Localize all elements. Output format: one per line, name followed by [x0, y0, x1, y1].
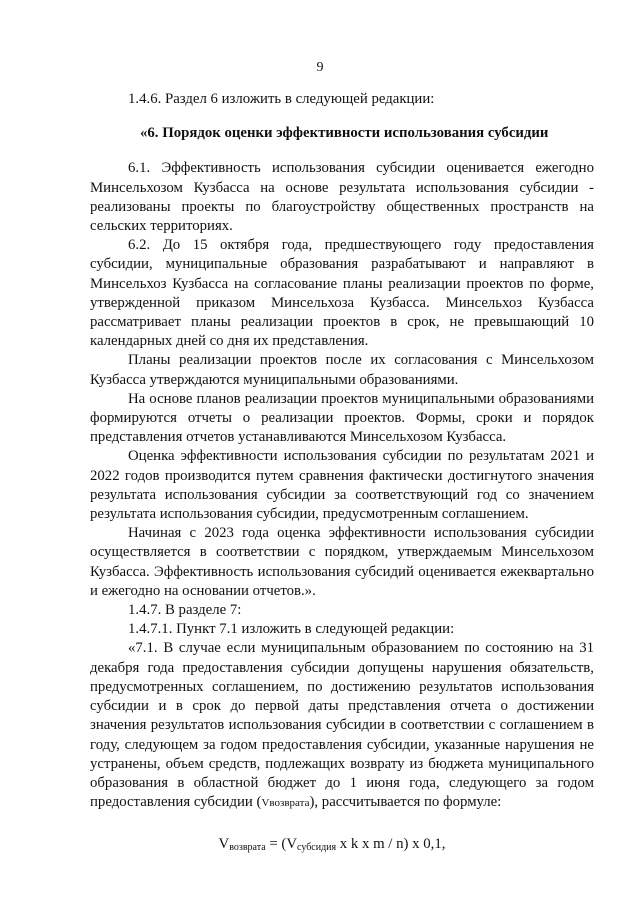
paragraph-evaluation-2021-2022: Оценка эффективности использования субсидии по результатам 2021 и 2022 годов производится путем сравнения фактически достигнутого значения результата использования субсидии за соответствующий год со значением результата использования субсидии, предусмотренным соглашением.	[90, 448, 594, 523]
paragraph-reports: На основе планов реализации проектов муниципальными образованиями формируются отчеты о реализации проектов. Формы, сроки и порядок представления отчетов устанавливаются Минсельхозом Кузбасса.	[90, 390, 594, 446]
paragraph-evaluation-2023: Начиная с 2023 года оценка эффективности использования субсидии осуществляется в соответствии с порядком, утверждаемым Минсельхозом Кузбасса. Эффективность использования субсидий оценивается ежеквартально и ежегодно на основании отчетов.».	[90, 525, 594, 599]
paragraph-1-4-7-1: 1.4.7.1. Пункт 7.1 изложить в следующей редакции:	[128, 621, 455, 638]
paragraph-6-2: 6.2. До 15 октября года, предшествующего году предоставления субсидии, муниципальные образования разрабатывают и направляют в Минсельхоз Кузбасса на согласование планы реализации проектов по форме, утвержденной приказом Минсельхоза Кузбасса. Минсельхоз Кузбасса рассматривает планы реализации проектов в срок, не превышающий 10 календарных дней со дня их представления.	[90, 237, 594, 350]
paragraph-7-1-variable: Vвозврата	[261, 797, 310, 810]
paragraph-plans-approval: Планы реализации проектов после их согласования с Минсельхозом Кузбасса утверждаются муниципальными образованиями.	[90, 352, 594, 388]
formula-eq-open: = (V	[265, 836, 298, 853]
formula-subsidy-subscript: субсидия	[297, 842, 337, 854]
formula-v-subscript: возврата	[229, 842, 266, 854]
document-body	[90, 90, 594, 855]
refund-formula	[90, 835, 594, 854]
page-number: 9	[316, 60, 324, 75]
paragraph-7-1-end: ), рассчитывается по формуле:	[309, 794, 502, 811]
section-intro: 1.4.6. Раздел 6 изложить в следующей редакции:	[128, 91, 435, 107]
formula-v: V	[218, 836, 230, 853]
paragraph-7-1	[90, 639, 594, 813]
paragraph-7-1-text: «7.1. В случае если муниципальным образованием по состоянию на 31 декабря года предоставления субсидии допущены нарушения обязательств, предусмотренных соглашением, по достижению результатов использования субсидии и в срок до первой даты представления отчета о достижении значения результатов использования субсидии в соответствии с соглашением в году, следующем за годом предоставления субсидии, указанные нарушения не устранены, объем средств, подлежащих возврату из бюджета муниципального образования в областной бюджет до 1 июня года, следующего за годом предоставления субсидии (	[90, 640, 594, 811]
formula-rest: x k x m / n) x 0,1,	[336, 836, 446, 853]
paragraph-1-4-7: 1.4.7. В разделе 7:	[128, 602, 242, 619]
paragraph-6-1: 6.1. Эффективность использования субсидии оценивается ежегодно Минсельхозом Кузбасса на основе результата использования субсидии - реализованы проекты по благоустройству общественных пространств на сельских территориях.	[90, 160, 594, 235]
section-heading: «6. Порядок оценки эффективности использования субсидии	[140, 125, 549, 142]
